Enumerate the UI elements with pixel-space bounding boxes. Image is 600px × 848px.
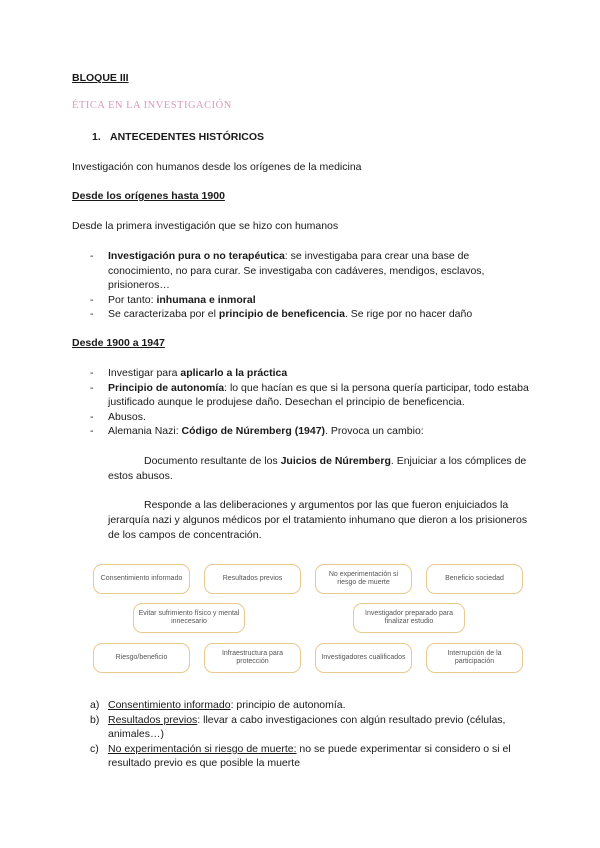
origins-lead: Desde la primera investigación que se hizo con humanos xyxy=(72,220,339,232)
diagram-box: Beneficio sociedad xyxy=(426,564,523,594)
diagram-box: Infraestructura para protección xyxy=(204,643,301,673)
list-item: c) No experimentación si riesgo de muerte: no se puede experimentar si considero o si el resultado previo es que posible la muerte xyxy=(90,742,511,769)
nuremberg-paragraph: Documento resultante de los Juicios de Núremberg. Enjuiciar a los cómplices de estos abusos. xyxy=(108,455,527,482)
origins-list xyxy=(90,249,530,322)
diagram-box: Consentimiento informado xyxy=(93,564,190,594)
diagram-box: Resultados previos xyxy=(204,564,301,594)
trials-paragraph: Responde a las deliberaciones y argumentos por las que fueron enjuiciados la jerarquía nazi y algunos médicos por el tratamiento inhumano que dieron a los prisioneros de los campos de concentración. xyxy=(108,499,528,541)
diagram-box: Riesgo/beneficio xyxy=(93,643,190,673)
subheading-1900-1947: Desde 1900 a 1947 xyxy=(72,337,165,349)
list-item: - Investigar para aplicarlo a la práctica xyxy=(90,366,530,381)
intro-paragraph: Investigación con humanos desde los orígenes de la medicina xyxy=(72,161,362,173)
list-item: - Abusos. xyxy=(90,410,530,425)
diagram-box: Interrupción de la participación xyxy=(426,643,523,673)
list-item: - Principio de autonomía: lo que hacían es que si la persona quería participar, todo estaba justificado aunque le produjese daño. Desechan el principio de beneficencia. xyxy=(90,381,530,410)
list-item: a) Consentimiento informado: principio de autonomía. xyxy=(90,699,346,711)
chapter-title: ÉTICA EN LA INVESTIGACIÓN xyxy=(72,100,232,111)
list-item: - Por tanto: inhumana e inmoral xyxy=(90,293,530,308)
diagram-box: Investigador preparado para finalizar estudio xyxy=(353,603,465,633)
period-list xyxy=(90,366,530,439)
section-heading xyxy=(92,131,264,143)
diagram-box: No experimentación si riesgo de muerte xyxy=(315,564,412,594)
list-item: - Alemania Nazi: Código de Núremberg (1947). Provoca un cambio: xyxy=(90,424,530,439)
list-item: - Se caracterizaba por el principio de beneficencia. Se rige por no hacer daño xyxy=(90,307,530,322)
section-number: 1. xyxy=(92,131,101,143)
subheading-origins: Desde los orígenes hasta 1900 xyxy=(72,190,225,202)
diagram-box: Evitar sufrimiento físico y mental innecesario xyxy=(133,603,245,633)
list-item: - Investigación pura o no terapéutica: se investigaba para crear una base de conocimiento, no para curar. Se investigaba con cadáveres, mendigos, esclavos, prisioneros… xyxy=(90,249,530,293)
section-title: ANTECEDENTES HISTÓRICOS xyxy=(110,131,265,143)
principles-list xyxy=(90,698,540,771)
diagram-box: Investigadores cualificados xyxy=(315,643,412,673)
block-heading: BLOQUE III xyxy=(72,72,129,84)
list-item: b) Resultados previos: llevar a cabo investigaciones con algún resultado previo (células, animales…) xyxy=(90,713,506,740)
